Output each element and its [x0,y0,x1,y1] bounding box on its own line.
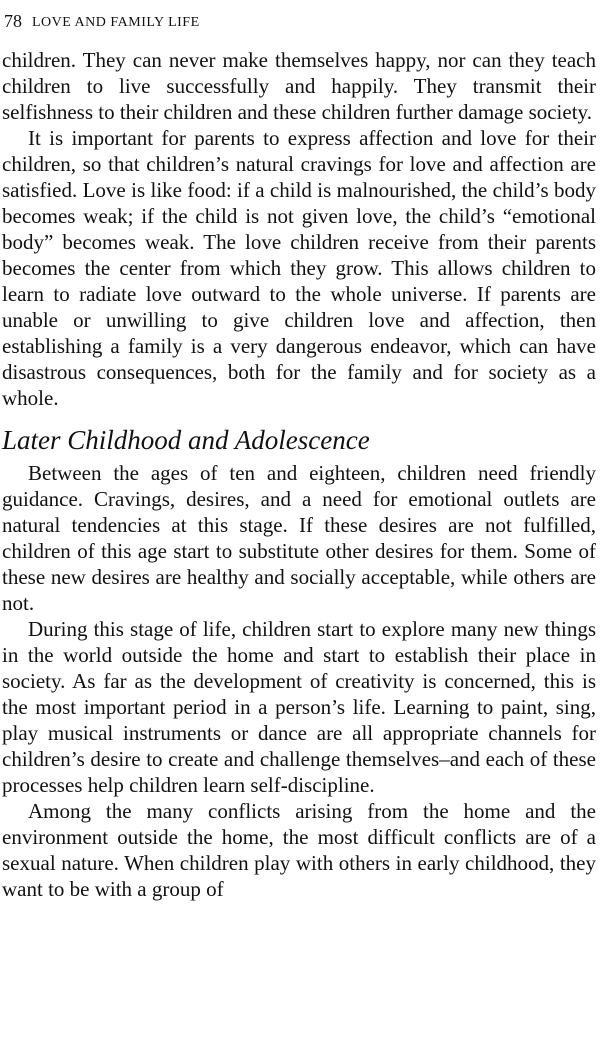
paragraph-guidance: Between the ages of ten and eighteen, children need friendly guidance. Cravings, desires, and a need for emotional outlets are natural tendencies at this stage. If these desires are not fulfilled, children of this age start to substitute other desires for them. Some of these new desires are healthy and socially acceptable, while others are not. [2,461,596,615]
body-text [2,47,596,902]
page-number: 78 [4,11,22,31]
paragraph-conflicts: Among the many conflicts arising from the home and the environment outside the home, the most difficult conflicts are of a sexual nature. When children play with others in early childhood, they want to be with a group of [2,799,596,901]
running-head [2,0,596,30]
paragraph-continued: children. They can never make themselves happy, nor can they teach children to live successfully and happily. They transmit their selfishness to their children and these children further damage society. [2,48,596,124]
section-heading: Later Childhood and Adolescence [2,425,370,455]
paragraph-creativity: During this stage of life, children start to explore many new things in the world outside the home and start to establish their place in society. As far as the development of creativity is concerned, this is the most important period in a person’s life. Learning to paint, sing, play musical instruments or dance are all appropriate channels for children’s desire to create and challenge themselves–and each of these processes help children learn self-discipline. [2,617,596,797]
chapter-title: LOVE AND FAMILY LIFE [32,15,200,30]
paragraph-affection: It is important for parents to express affection and love for their children, so that children’s natural cravings for love and affection are satisfied. Love is like food: if a child is malnourished, the child’s body becomes weak; if the child is not given love, the child’s “emotional body” becomes weak. The love children receive from their parents becomes the center from which they grow. This allows children to learn to radiate love outward to the whole universe. If parents are unable or unwilling to give children love and affection, then establishing a family is a very dangerous endeavor, which can have disastrous consequences, both for the family and for society as a whole. [2,126,596,410]
